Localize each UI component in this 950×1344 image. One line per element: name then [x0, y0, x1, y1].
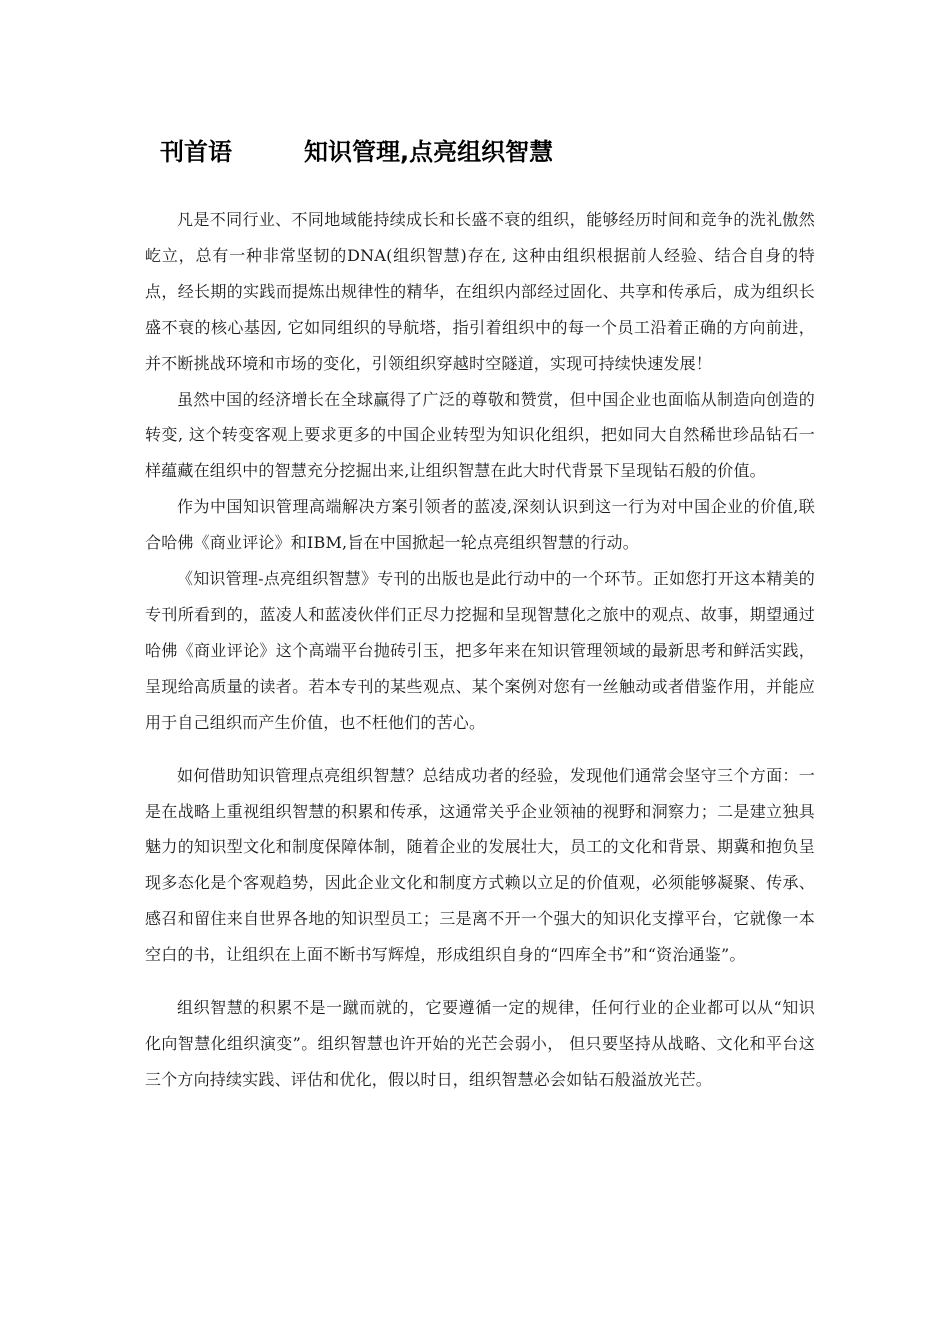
paragraph: 《知识管理-点亮组织智慧》专刊的出版也是此行动中的一个环节。正如您打开这本精美的专刊所看到的，蓝凌人和蓝凌伙伴们正尽力挖掘和呈现智慧化之旅中的观点、故事，期望通过哈佛《商业评论》这个高端平台抛砖引玉，把多年来在知识管理领域的最新思考和鲜活实践，呈现给高质量的读者。若本专刊的某些观点、某个案例对您有一丝触动或者借鉴作用，并能应用于自己组织而产生价值，也不枉他们的苦心。 — [145, 569, 815, 732]
paragraph: 作为中国知识管理高端解决方案引领者的蓝凌,深刻认识到这一行为对中国企业的价值,联合哈佛《商业评论》和IBM,旨在中国掀起一轮点亮组织智慧的行动。 — [145, 497, 815, 553]
paragraph: 组织智慧的积累不是一蹴而就的，它要遵循一定的规律，任何行业的企业都可以从“知识化向智慧化组织演变”。组织智慧也许开始的光芒会弱小， 但只要坚持从战略、文化和平台这三个方向持续实践、评估和优化，假以时日，组织智慧必会如钻石般溢放光芒。 — [145, 998, 815, 1089]
page-title — [160, 136, 553, 168]
article-body — [145, 202, 815, 1098]
title-text: 知识管理,点亮组织智慧 — [304, 138, 554, 166]
paragraph: 凡是不同行业、不同地域能持续成长和长盛不衰的组织，能够经历时间和竞争的洗礼傲然屹立，总有一种非常坚韧的DNA(组织智慧)存在, 这种由组织根据前人经验、结合自身的特点，经长期的实践而提炼出规律性的精华，在组织内部经过固化、共享和传承后，成为组织长盛不衰的核心基因, 它如同组织的导航塔，指引着组织中的每一个员工沿着正确的方向前进，并不断挑战环境和市场的变化，引领组织穿越时空隧道，实现可持续快速发展！ — [145, 210, 815, 373]
paragraph: 虽然中国的经济增长在全球赢得了广泛的尊敬和赞赏，但中国企业也面临从制造向创造的转变, 这个转变客观上要求更多的中国企业转型为知识化组织，把如同大自然稀世珍品钻石一样蕴藏在组织中的智慧充分挖掘出来,让组织智慧在此大时代背景下呈现钻石般的价值。 — [145, 389, 815, 481]
title-label: 刊首语 — [160, 138, 232, 166]
paragraph: 如何借助知识管理点亮组织智慧？总结成功者的经验，发现他们通常会坚守三个方面：一是在战略上重视组织智慧的积累和传承，这通常关乎企业领袖的视野和洞察力；二是建立独具魅力的知识型文化和制度保障体制，随着企业的发展壮大，员工的文化和背景、期冀和抱负呈现多态化是个客观趋势，因此企业文化和制度方式赖以立足的价值观，必须能够凝聚、传承、感召和留住来自世界各地的知识型员工；三是离不开一个强大的知识化支撑平台，它就像一本空白的书，让组织在上面不断书写辉煌，形成组织自身的“四库全书”和“资治通鉴”。 — [145, 765, 815, 965]
